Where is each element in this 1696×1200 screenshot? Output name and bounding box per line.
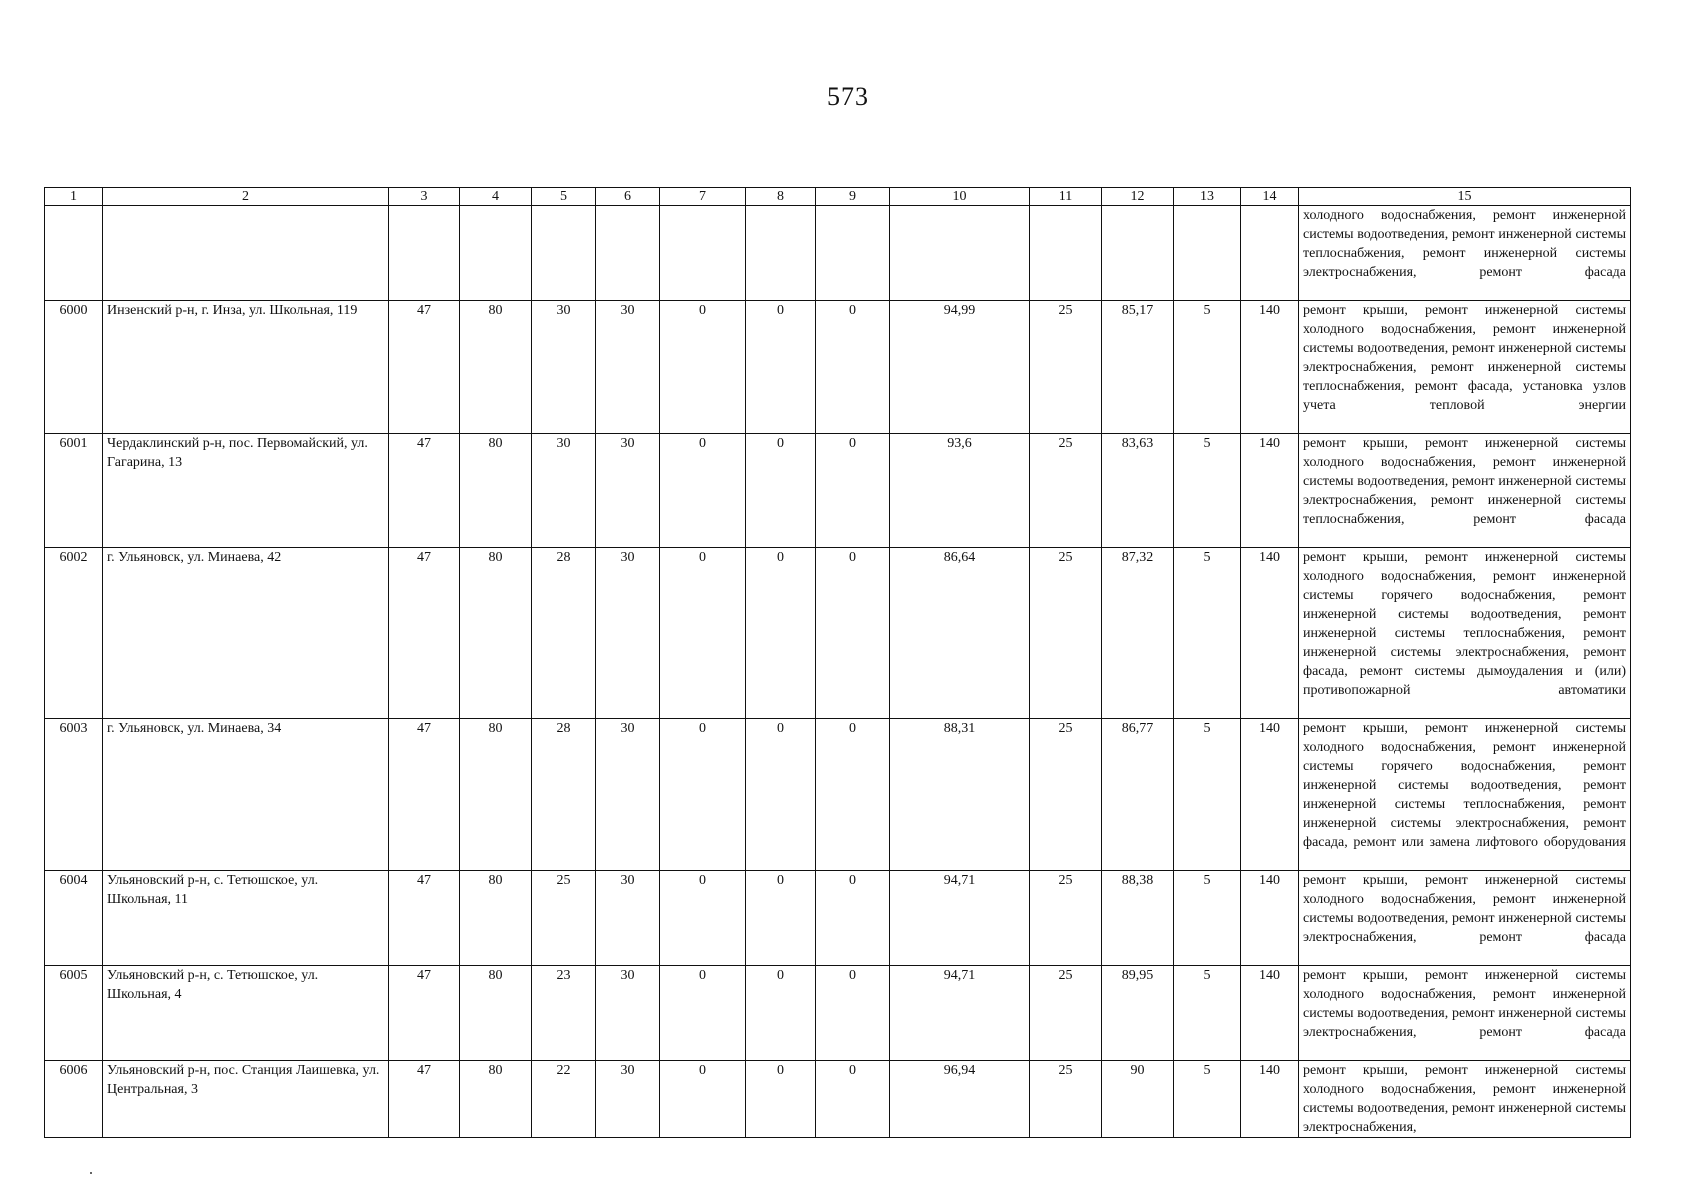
table-row: [45, 434, 1631, 548]
cell: 80: [460, 1061, 532, 1138]
table-row: [45, 871, 1631, 966]
address: Чердаклинский р-н, пос. Первомайский, ул. Гагарина, 13: [103, 434, 389, 548]
cell: 47: [389, 301, 460, 434]
cell: 30: [596, 548, 660, 719]
cell: 47: [389, 1061, 460, 1138]
cell: 5: [1174, 301, 1241, 434]
cell: 28: [532, 719, 596, 871]
cell: 0: [816, 1061, 890, 1138]
cell: 86,77: [1102, 719, 1174, 871]
cell: 0: [746, 871, 816, 966]
cell: 47: [389, 719, 460, 871]
works-description: ремонт крыши, ремонт инженерной системы холодного водоснабжения, ремонт инженерной системы горячего водоснабжения, ремонт инженерной системы водоотведения, ремонт инженерной системы теплоснабжения, ремонт инженерной системы электроснабжения, ремонт фасада, ремонт системы дымоудаления и (или) противопожарной автоматики: [1299, 548, 1631, 719]
cell: 94,71: [890, 966, 1030, 1061]
column-number-row: [45, 188, 1631, 206]
scan-speck: [90, 1172, 92, 1174]
cell: 5: [1174, 871, 1241, 966]
cell: 87,32: [1102, 548, 1174, 719]
cell: 0: [660, 719, 746, 871]
table-row: [45, 301, 1631, 434]
cell: 88,38: [1102, 871, 1174, 966]
column-header: 10: [890, 188, 1030, 206]
cell: 30: [596, 966, 660, 1061]
cell: 90: [1102, 1061, 1174, 1138]
cell: 0: [746, 434, 816, 548]
cell: 80: [460, 434, 532, 548]
address: г. Ульяновск, ул. Минаева, 42: [103, 548, 389, 719]
cell: 30: [532, 301, 596, 434]
cell: 5: [1174, 434, 1241, 548]
column-header: 8: [746, 188, 816, 206]
cell: 140: [1241, 719, 1299, 871]
cell: 5: [1174, 719, 1241, 871]
cell: 140: [1241, 966, 1299, 1061]
cell: 30: [532, 434, 596, 548]
cell: 28: [532, 548, 596, 719]
row-id: 6001: [45, 434, 103, 548]
works-description: ремонт крыши, ремонт инженерной системы холодного водоснабжения, ремонт инженерной системы водоотведения, ремонт инженерной системы электроснабжения, ремонт фасада: [1299, 871, 1631, 966]
column-header: 5: [532, 188, 596, 206]
cell: 140: [1241, 301, 1299, 434]
table-row: [45, 1061, 1631, 1138]
cell: 30: [596, 1061, 660, 1138]
cell: 0: [816, 719, 890, 871]
column-header: 11: [1030, 188, 1102, 206]
cell: 30: [596, 871, 660, 966]
cell: 0: [660, 301, 746, 434]
cell: 5: [1174, 966, 1241, 1061]
cell: 30: [596, 434, 660, 548]
cell: 94,71: [890, 871, 1030, 966]
column-header: 1: [45, 188, 103, 206]
cell: 96,94: [890, 1061, 1030, 1138]
works-description: холодного водоснабжения, ремонт инженерной системы водоотведения, ремонт инженерной системы теплоснабжения, ремонт инженерной системы электроснабжения, ремонт фасада: [1299, 206, 1631, 301]
cell: 25: [532, 871, 596, 966]
cell: 25: [1030, 301, 1102, 434]
works-description: ремонт крыши, ремонт инженерной системы холодного водоснабжения, ремонт инженерной системы водоотведения, ремонт инженерной системы электроснабжения, ремонт фасада: [1299, 966, 1631, 1061]
cell: 0: [816, 966, 890, 1061]
repair-program-table: [44, 187, 1631, 1138]
cell: 94,99: [890, 301, 1030, 434]
address: Ульяновский р-н, с. Тетюшское, ул. Школьная, 4: [103, 966, 389, 1061]
table-row: [45, 548, 1631, 719]
cell: 140: [1241, 548, 1299, 719]
column-header: 13: [1174, 188, 1241, 206]
row-id: 6000: [45, 301, 103, 434]
column-header: 15: [1299, 188, 1631, 206]
column-header: 14: [1241, 188, 1299, 206]
cell: 25: [1030, 548, 1102, 719]
cell: 80: [460, 719, 532, 871]
cell: 25: [1030, 719, 1102, 871]
cell: 89,95: [1102, 966, 1174, 1061]
column-header: 6: [596, 188, 660, 206]
works-description: ремонт крыши, ремонт инженерной системы холодного водоснабжения, ремонт инженерной системы водоотведения, ремонт инженерной системы электроснабжения,: [1299, 1061, 1631, 1138]
table-row: [45, 719, 1631, 871]
row-id: 6006: [45, 1061, 103, 1138]
row-id: 6003: [45, 719, 103, 871]
cell: 5: [1174, 548, 1241, 719]
cell: 0: [816, 871, 890, 966]
cell: 88,31: [890, 719, 1030, 871]
cell: 47: [389, 434, 460, 548]
cell: 0: [746, 719, 816, 871]
cell: 140: [1241, 434, 1299, 548]
works-description: ремонт крыши, ремонт инженерной системы холодного водоснабжения, ремонт инженерной системы водоотведения, ремонт инженерной системы электроснабжения, ремонт инженерной системы теплоснабжения, ремонт фасада, установка узлов учета тепловой энергии: [1299, 301, 1631, 434]
cell: 0: [660, 966, 746, 1061]
column-header: 9: [816, 188, 890, 206]
cell: 30: [596, 719, 660, 871]
cell: 0: [816, 301, 890, 434]
column-header: 4: [460, 188, 532, 206]
cell: 0: [816, 548, 890, 719]
cell: 25: [1030, 434, 1102, 548]
cell: 85,17: [1102, 301, 1174, 434]
cell: 80: [460, 301, 532, 434]
row-id: 6005: [45, 966, 103, 1061]
cell: 47: [389, 548, 460, 719]
column-header: 12: [1102, 188, 1174, 206]
cell: 83,63: [1102, 434, 1174, 548]
works-description: ремонт крыши, ремонт инженерной системы холодного водоснабжения, ремонт инженерной системы горячего водоснабжения, ремонт инженерной системы водоотведения, ремонт инженерной системы теплоснабжения, ремонт инженерной системы электроснабжения, ремонт фасада, ремонт или замена лифтового оборудования: [1299, 719, 1631, 871]
cell: 0: [660, 1061, 746, 1138]
row-id: 6002: [45, 548, 103, 719]
cell: 0: [746, 548, 816, 719]
address: г. Ульяновск, ул. Минаева, 34: [103, 719, 389, 871]
row-id: 6004: [45, 871, 103, 966]
page-number: 573: [827, 82, 869, 111]
cell: 47: [389, 966, 460, 1061]
cell: 0: [746, 966, 816, 1061]
cell: 25: [1030, 871, 1102, 966]
cell: 25: [1030, 966, 1102, 1061]
continuation-row: [45, 206, 1631, 301]
cell: 80: [460, 966, 532, 1061]
cell: 86,64: [890, 548, 1030, 719]
column-header: 7: [660, 188, 746, 206]
column-header: 3: [389, 188, 460, 206]
cell: 140: [1241, 1061, 1299, 1138]
cell: 80: [460, 871, 532, 966]
address: Ульяновский р-н, с. Тетюшское, ул. Школьная, 11: [103, 871, 389, 966]
cell: 25: [1030, 1061, 1102, 1138]
address: Ульяновский р-н, пос. Станция Лаишевка, ул. Центральная, 3: [103, 1061, 389, 1138]
cell: 0: [746, 1061, 816, 1138]
cell: 22: [532, 1061, 596, 1138]
cell: 0: [660, 548, 746, 719]
cell: 5: [1174, 1061, 1241, 1138]
cell: 0: [746, 301, 816, 434]
address: Инзенский р-н, г. Инза, ул. Школьная, 119: [103, 301, 389, 434]
cell: 93,6: [890, 434, 1030, 548]
cell: 47: [389, 871, 460, 966]
cell: 30: [596, 301, 660, 434]
cell: 140: [1241, 871, 1299, 966]
cell: 23: [532, 966, 596, 1061]
works-description: ремонт крыши, ремонт инженерной системы холодного водоснабжения, ремонт инженерной системы водоотведения, ремонт инженерной системы электроснабжения, ремонт инженерной системы теплоснабжения, ремонт фасада: [1299, 434, 1631, 548]
column-header: 2: [103, 188, 389, 206]
table-row: [45, 966, 1631, 1061]
cell: 0: [816, 434, 890, 548]
cell: 0: [660, 434, 746, 548]
cell: 80: [460, 548, 532, 719]
cell: 0: [660, 871, 746, 966]
